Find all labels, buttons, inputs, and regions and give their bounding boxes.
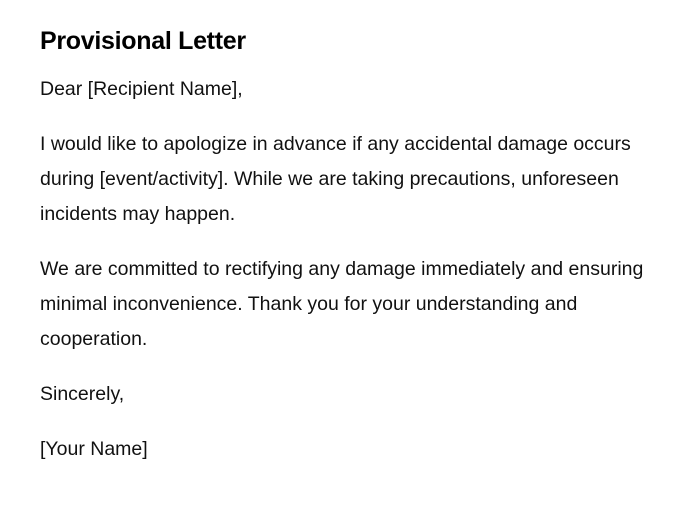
closing: Sincerely, bbox=[40, 383, 125, 405]
salutation: Dear [Recipient Name], bbox=[40, 78, 243, 100]
signature-placeholder: [Your Name] bbox=[40, 438, 148, 460]
body-paragraph-1: I would like to apologize in advance if any accidental damage occurs during [event/activity]. While we are taking precautions, unforeseen incidents may happen. bbox=[40, 133, 631, 225]
letter-title: Provisional Letter bbox=[40, 27, 246, 55]
body-paragraph-2: We are committed to rectifying any damage immediately and ensuring minimal inconvenience. Thank you for your understanding and cooperation. bbox=[40, 258, 644, 350]
letter-document bbox=[40, 24, 660, 487]
